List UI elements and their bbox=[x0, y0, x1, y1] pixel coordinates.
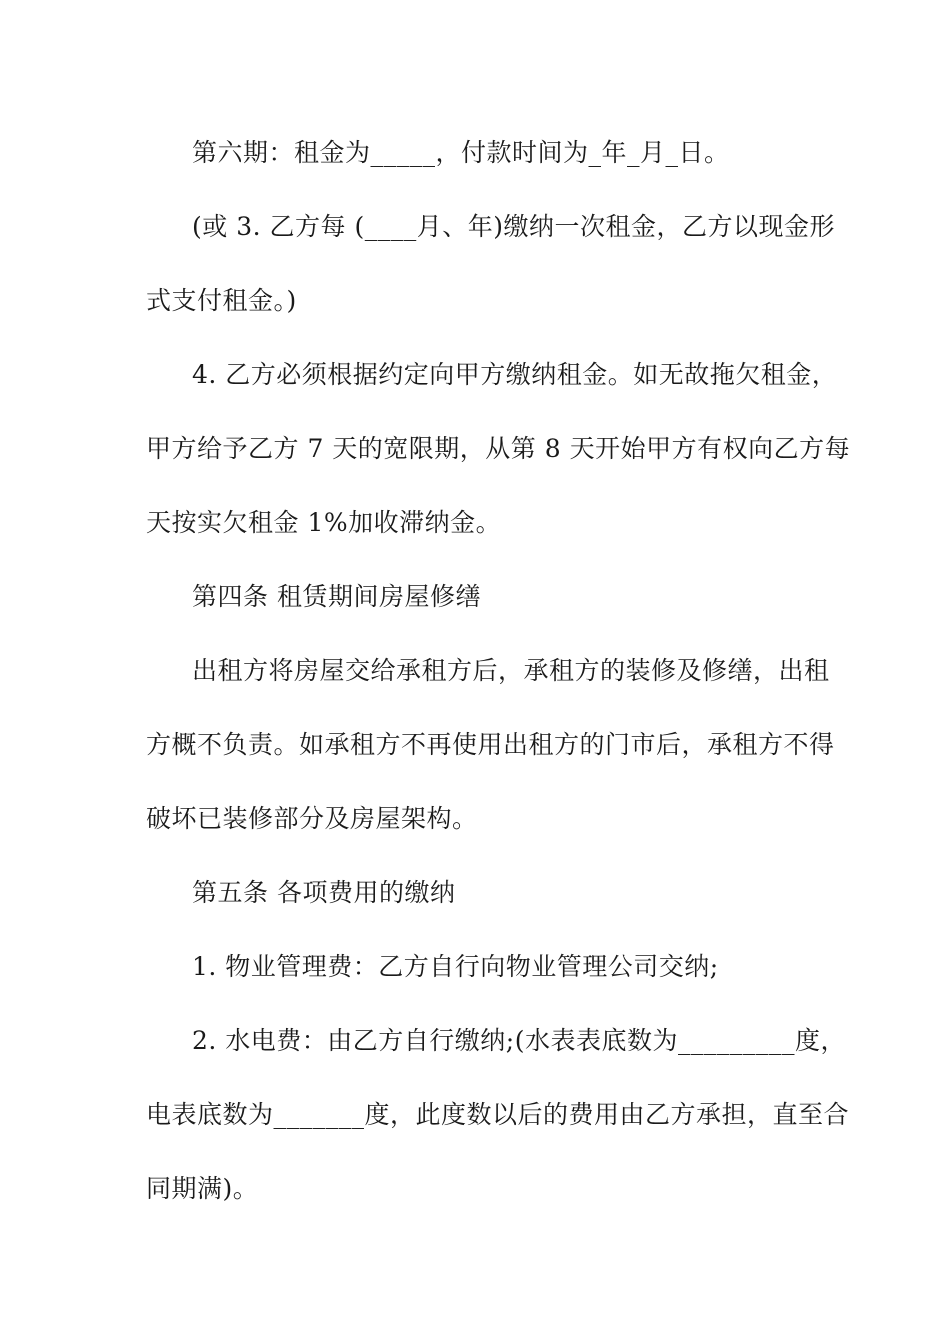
text-line-utilities-cont-2: 同期满)。 bbox=[146, 1174, 259, 1203]
text-line-sixth-payment: 第六期：租金为_____，付款时间为_年_月_日。 bbox=[192, 138, 730, 167]
text-line-clause-4-cont-1: 甲方给予乙方 7 天的宽限期，从第 8 天开始甲方有权向乙方每 bbox=[146, 434, 851, 463]
text-line-article-4-body-cont-2: 破坏已装修部分及房屋架构。 bbox=[146, 804, 478, 833]
text-line-article-4-body: 出租方将房屋交给承租方后，承租方的装修及修缮，出租 bbox=[192, 656, 830, 685]
text-line-utilities: 2. 水电费：由乙方自行缴纳;(水表表底数为_________度， bbox=[192, 1026, 846, 1055]
section-heading-article-5: 第五条 各项费用的缴纳 bbox=[192, 878, 456, 907]
text-line-article-4-body-cont-1: 方概不负责。如承租方不再使用出租方的门市后，承租方不得 bbox=[146, 730, 835, 759]
text-line-clause-4: 4. 乙方必须根据约定向甲方缴纳租金。如无故拖欠租金， bbox=[192, 360, 838, 389]
text-line-utilities-cont-1: 电表底数为_______度，此度数以后的费用由乙方承担，直至合 bbox=[146, 1100, 850, 1129]
text-line-clause-4-cont-2: 天按实欠租金 1%加收滞纳金。 bbox=[146, 508, 502, 537]
text-line-property-fee: 1. 物业管理费：乙方自行向物业管理公司交纳; bbox=[192, 952, 719, 981]
text-line-alt-payment-cont: 式支付租金。) bbox=[146, 286, 297, 315]
text-line-alt-payment: (或 3. 乙方每 (____月、年)缴纳一次租金，乙方以现金形 bbox=[192, 212, 835, 241]
section-heading-article-4: 第四条 租赁期间房屋修缮 bbox=[192, 582, 481, 611]
